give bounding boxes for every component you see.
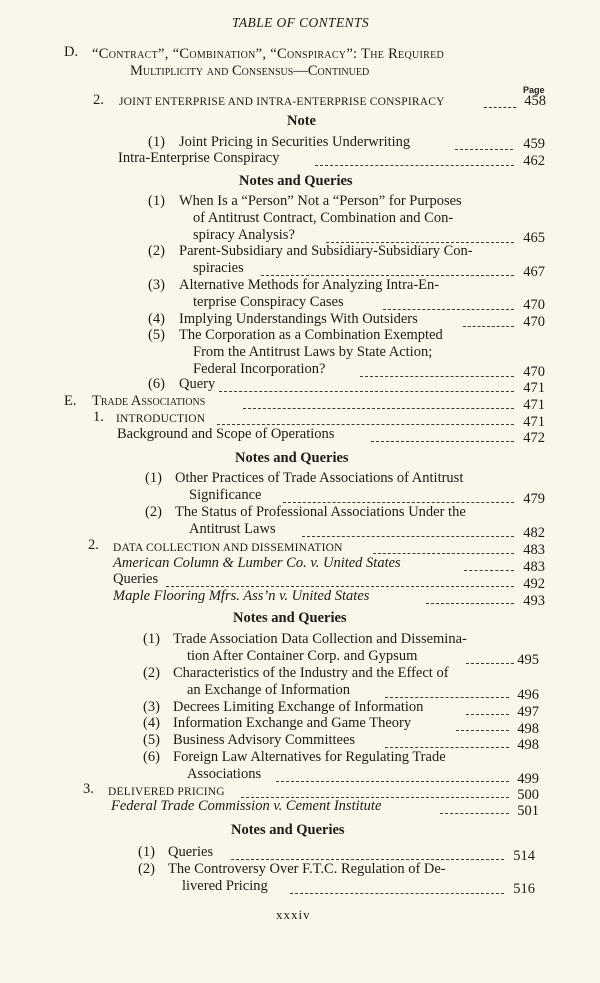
entry-text: Query [179,376,216,392]
page-number: 493 [523,593,545,609]
dot-leader [426,593,514,604]
page-number: 471 [523,397,545,413]
dot-leader [261,265,514,276]
dot-leader [326,232,514,243]
item-number: (2) [148,243,165,259]
item-number: (1) [138,844,155,860]
dot-leader [217,414,514,425]
dot-leader [371,431,514,442]
entry-text: The Corporation as a Combination Exempted [179,327,443,343]
page-number: 483 [523,559,545,575]
entry-text: Significance [189,487,262,503]
page-number: 472 [523,430,545,446]
entry-text: Implying Understandings With Outsiders [179,311,418,327]
page-number: 470 [523,364,545,380]
item-number: (4) [148,311,165,327]
entry-text: Business Advisory Committees [173,732,356,748]
notes-queries-heading: Notes and Queries [233,610,347,626]
entry-text: Queries [168,844,214,860]
notes-queries-heading: Notes and Queries [235,450,349,466]
page-folio: xxxiv [276,907,311,922]
entry-text: an Exchange of Information [187,682,351,698]
item-number: (6) [143,749,160,765]
page-number: 462 [523,153,545,169]
subsection-number: 1. [93,409,104,425]
entry-text: Antitrust Laws [189,521,276,537]
page-number: 495 [517,652,539,668]
section-d-letter: D. [64,44,79,60]
page-number: 458 [524,93,546,109]
case-entry: American Column & Lumber Co. v. United States [113,555,401,571]
item-number: (1) [148,193,165,209]
notes-queries-heading: Notes and Queries [231,822,345,838]
page-number: 500 [517,787,539,803]
dot-leader [283,492,514,503]
dot-leader [290,883,504,894]
subsection-number: 3. [83,781,94,797]
dot-leader [243,398,514,409]
item-number: (1) [145,470,162,486]
entry-text: Joint Pricing in Securities Underwriting [179,134,411,150]
item-number: (1) [148,134,165,150]
entry-text: Other Practices of Trade Associations of Antitrust [175,470,464,486]
page-number: 465 [523,230,545,246]
subsection-title: JOINT ENTERPRISE AND INTRA-ENTERPRISE CONSPIRACY [119,96,445,108]
entry-text: Federal Incorporation? [193,361,326,377]
page-number: 471 [523,414,545,430]
entry-text: The Status of Professional Associations Under the [175,504,466,520]
page-number: 496 [517,687,539,703]
entry-text: The Controversy Over F.T.C. Regulation of De- [168,861,446,877]
page-number: 467 [523,264,545,280]
page-number: 498 [517,721,539,737]
subsection-title: INTRODUCTION [116,413,206,425]
page-number: 483 [523,542,545,558]
page-number: 498 [517,737,539,753]
item-number: (3) [148,277,165,293]
page-number: 514 [513,848,535,864]
item-number: (4) [143,715,160,731]
dot-leader [219,381,514,392]
entry-text: Background and Scope of Operations [117,426,335,442]
item-number: (5) [143,732,160,748]
entry-text: tion After Container Corp. and Gypsum [187,648,418,664]
entry-text: Characteristics of the Industry and the Effect of [173,665,449,681]
item-number: (3) [143,699,160,715]
entry-text: Foreign Law Alternatives for Regulating Trade [173,749,446,765]
dot-leader [373,543,514,554]
page-number: 470 [523,314,545,330]
item-number: (5) [148,327,165,343]
page-number: 470 [523,297,545,313]
case-entry: Federal Trade Commission v. Cement Institute [111,798,382,814]
subsection-number: 2. [88,537,99,553]
notes-queries-heading: Notes and Queries [239,173,353,189]
page-number: 499 [517,771,539,787]
entry-text: Queries [113,571,159,587]
subsection-number: 2. [93,92,104,108]
page-number: 497 [517,704,539,720]
item-number: (2) [145,504,162,520]
entry-text: livered Pricing [182,878,268,894]
page-number: 516 [513,881,535,897]
entry-text: Associations [187,766,262,782]
entry-text: Intra-Enterprise Conspiracy [118,150,280,166]
dot-leader [231,849,504,860]
dot-leader [360,366,514,377]
page-number: 471 [523,380,545,396]
dot-leader [241,787,509,798]
dot-leader [385,737,509,748]
entry-text: Information Exchange and Game Theory [173,715,412,731]
page-number: 501 [517,803,539,819]
dot-leader [302,526,514,537]
entry-text: Decrees Limiting Exchange of Information [173,699,424,715]
page-number: 492 [523,576,545,592]
dot-leader [166,576,514,587]
entry-text: spiracies [193,260,244,276]
page-number: 482 [523,525,545,541]
item-number: (2) [143,665,160,681]
dot-leader [315,155,514,166]
section-e-title: Trade Associations [92,393,206,409]
running-head: TABLE OF CONTENTS [232,15,370,30]
page-column-label: Page [523,85,545,95]
section-d-title-line2: Multiplicity and Consensus—Continued [130,63,370,79]
entry-text: terprise Conspiracy Cases [193,294,344,310]
subsection-title: DELIVERED PRICING [108,786,225,798]
entry-text: Parent-Subsidiary and Subsidiary-Subsidiary Con- [179,243,473,259]
entry-text: Trade Association Data Collection and Dissemina- [173,631,467,647]
item-number: (1) [143,631,160,647]
dot-leader [385,687,509,698]
item-number: (6) [148,376,165,392]
subsection-title: DATA COLLECTION AND DISSEMINATION [113,542,343,554]
section-d-title-line1: “Contract”, “Combination”, “Conspiracy”: The Required [92,46,445,62]
entry-text: From the Antitrust Laws by State Action; [193,344,433,360]
entry-text: When Is a “Person” Not a “Person” for Purposes [179,193,462,209]
dot-leader [383,299,514,310]
note-heading: Note [287,113,316,129]
page-number: 459 [523,136,545,152]
section-e-letter: E. [64,393,77,409]
item-number: (2) [138,861,155,877]
page-number: 479 [523,491,545,507]
entry-text: of Antitrust Contract, Combination and Con- [193,210,454,226]
entry-text: Alternative Methods for Analyzing Intra-En- [179,277,440,293]
dot-leader [276,771,509,782]
case-entry: Maple Flooring Mfrs. Ass’n v. United States [113,588,370,604]
entry-text: spiracy Analysis? [193,227,295,243]
